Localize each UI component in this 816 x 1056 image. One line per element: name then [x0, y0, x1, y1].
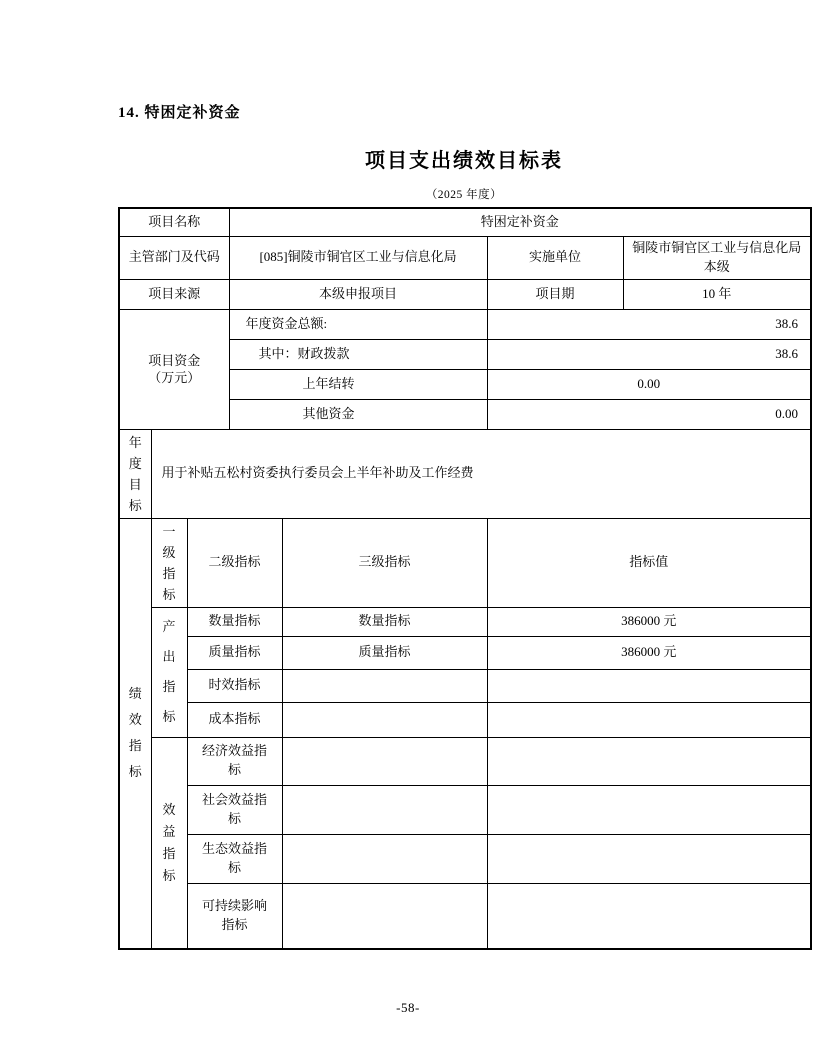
source-value: 本级申报项目 — [229, 279, 487, 309]
project-name-value: 特困定补资金 — [229, 208, 811, 236]
indicator-level3: 质量指标 — [282, 636, 487, 669]
indicator-level3 — [282, 834, 487, 883]
department-code-value: [085]铜陵市铜官区工业与信息化局 — [229, 236, 487, 279]
funding-carryover-label: 上年结转 — [229, 369, 487, 399]
indicator-level2: 生态效益指标 — [187, 834, 282, 883]
row-cost-indicator — [119, 702, 811, 737]
performance-target-table — [118, 207, 812, 950]
row-sustainability — [119, 883, 811, 949]
period-value: 10 年 — [623, 279, 811, 309]
funding-row-total — [119, 309, 811, 339]
indicator-level3 — [282, 785, 487, 834]
row-ecological-benefit — [119, 834, 811, 883]
header-level1 — [151, 518, 187, 607]
indicator-level2: 数量指标 — [187, 607, 282, 636]
header-level3: 三级指标 — [282, 518, 487, 607]
indicator-level2: 可持续影响指标 — [187, 883, 282, 949]
funding-fiscal-label: 其中：财政拨款 — [229, 339, 487, 369]
row-economic-benefit — [119, 737, 811, 785]
funding-label-line1: 项目资金 — [148, 353, 201, 368]
benefit-group-label-text: 效益指标 — [162, 801, 176, 883]
annual-goal-label — [119, 429, 151, 518]
performance-group-label-text: 绩效指标 — [128, 686, 142, 780]
output-group-label-text: 产出指标 — [162, 619, 176, 724]
funding-carryover-value: 0.00 — [487, 369, 811, 399]
indicator-value: 386000 元 — [487, 607, 811, 636]
impl-unit-value: 铜陵市铜官区工业与信息化局本级 — [623, 236, 811, 279]
doc-subtitle: （2025 年度） — [425, 189, 503, 201]
header-level1-text: 一级指标 — [162, 523, 176, 602]
indicator-value — [487, 785, 811, 834]
indicator-level2: 质量指标 — [187, 636, 282, 669]
indicator-level3 — [282, 702, 487, 737]
doc-title: 项目支出绩效目标表 — [365, 150, 563, 172]
indicator-level3 — [282, 883, 487, 949]
source-label: 项目来源 — [119, 279, 229, 309]
funding-label-line2: （万元） — [148, 370, 201, 385]
section-heading: 14. 特困定补资金 — [118, 105, 241, 121]
project-name-label: 项目名称 — [119, 208, 229, 236]
indicator-value — [487, 834, 811, 883]
benefit-group-label — [151, 737, 187, 949]
indicator-level2: 社会效益指标 — [187, 785, 282, 834]
indicator-value — [487, 737, 811, 785]
indicator-level3: 数量指标 — [282, 607, 487, 636]
funding-group-label — [119, 309, 229, 429]
indicator-level2: 成本指标 — [187, 702, 282, 737]
indicator-value — [487, 669, 811, 702]
funding-total-label: 年度资金总额: — [229, 309, 487, 339]
header-level2: 二级指标 — [187, 518, 282, 607]
period-label: 项目期 — [487, 279, 623, 309]
funding-fiscal-value: 38.6 — [487, 339, 811, 369]
indicator-level3 — [282, 737, 487, 785]
funding-other-label: 其他资金 — [229, 399, 487, 429]
annual-goal-content: 用于补贴五松村资委执行委员会上半年补助及工作经费 — [151, 429, 811, 518]
output-group-label — [151, 607, 187, 737]
performance-group-label — [119, 518, 151, 949]
row-annual-goal — [119, 429, 811, 518]
indicator-value — [487, 702, 811, 737]
row-timeliness-indicator — [119, 669, 811, 702]
indicator-value — [487, 883, 811, 949]
indicator-level2: 时效指标 — [187, 669, 282, 702]
page-number: -58- — [396, 1000, 420, 1015]
funding-other-value: 0.00 — [487, 399, 811, 429]
row-social-benefit — [119, 785, 811, 834]
impl-unit-label: 实施单位 — [487, 236, 623, 279]
header-value: 指标值 — [487, 518, 811, 607]
row-department — [119, 236, 811, 279]
row-quantity-indicator — [119, 607, 811, 636]
indicator-value: 386000 元 — [487, 636, 811, 669]
row-project-name — [119, 208, 811, 236]
department-label: 主管部门及代码 — [119, 236, 229, 279]
indicator-level2: 经济效益指标 — [187, 737, 282, 785]
funding-total-value: 38.6 — [487, 309, 811, 339]
annual-goal-label-text: 年度目标 — [128, 434, 142, 513]
row-source — [119, 279, 811, 309]
row-indicator-header — [119, 518, 811, 607]
indicator-level3 — [282, 669, 487, 702]
row-quality-indicator — [119, 636, 811, 669]
